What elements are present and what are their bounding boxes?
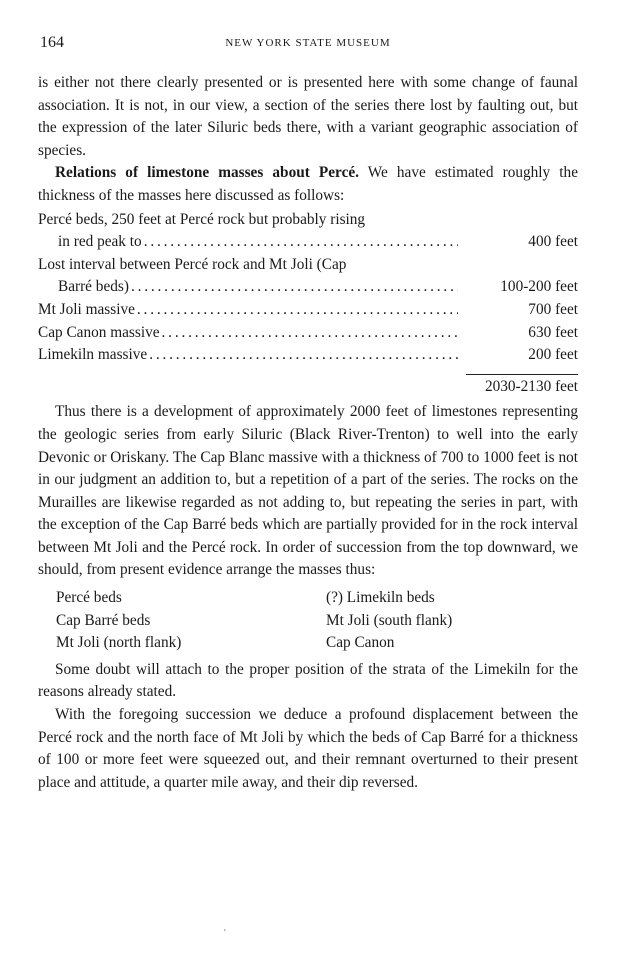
thickness-table	[38, 209, 578, 399]
paragraph-displacement: With the foregoing succession we deduce a profound displacement between the Percé rock and the north face of Mt Joli by which the beds of Cap Barré for a thickness of 100 or more feet were squeezed out, and their remnant overturned to their present place and attitude, a quarter mile away, and their dip reversed.	[38, 706, 578, 791]
dot-leader	[137, 299, 458, 322]
table-row-lost-interval	[38, 254, 578, 299]
table-row-cap-canon	[38, 322, 578, 345]
section-heading: Relations of limestone masses about Percé.	[55, 164, 359, 182]
table-row-label-line1: Percé beds, 250 feet at Percé rock but probably rising	[38, 210, 366, 228]
page-body	[38, 72, 578, 794]
table-row-perce	[38, 209, 578, 254]
dot-leader	[149, 344, 458, 367]
table-row-label: Limekiln massive	[38, 346, 148, 364]
total-rule	[466, 374, 578, 375]
table-total: 2030-2130 feet	[484, 377, 578, 395]
succession-right-1: (?) Limekiln beds	[326, 589, 435, 607]
succession-left-3: Mt Joli (north flank)	[56, 634, 182, 652]
table-row-value: 200 feet	[528, 346, 578, 364]
table-row-value: 400 feet	[528, 233, 578, 251]
succession-left-2: Cap Barré beds	[56, 611, 151, 629]
scan-speck: '	[224, 928, 226, 939]
dot-leader	[162, 322, 458, 345]
paragraph-relations-text: We have estimated roughly the thickness of the masses here discussed as follows:	[38, 164, 578, 204]
table-row-value: 630 feet	[528, 323, 578, 341]
table-row-label-line1: Lost interval between Percé rock and Mt Joli (Cap	[38, 255, 347, 273]
dot-leader	[131, 276, 458, 299]
dot-leader	[144, 231, 458, 254]
table-row-limekiln	[38, 344, 578, 367]
paragraph-continuation: is either not there clearly presented or is presented here with some change of faunal association. It is not, in our view, a section of the series there lost by faulting out, but the expression of the later Siluric beds there, with a variant geographic association of species.	[38, 74, 578, 159]
page-header	[38, 34, 578, 56]
table-row-mt-joli	[38, 299, 578, 322]
table-row-value: 100-200 feet	[500, 278, 578, 296]
running-head: NEW YORK STATE MUSEUM	[225, 37, 391, 49]
page-number: 164	[40, 34, 64, 51]
succession-right-2: Mt Joli (south flank)	[326, 611, 453, 629]
succession-left-1: Percé beds	[56, 589, 122, 607]
succession-list	[38, 587, 578, 655]
page	[38, 34, 578, 794]
table-row-label-line2: in red peak to	[58, 233, 142, 251]
paragraph-doubt: Some doubt will attach to the proper position of the strata of the Limekiln for the reasons already stated.	[38, 660, 578, 701]
table-row-label: Cap Canon massive	[38, 323, 160, 341]
paragraph-development: Thus there is a development of approximately 2000 feet of limestones representing the geologic series from early Siluric (Black River-Trenton) to well into the early Devonic or Oriskany. The Cap Blanc massive with a thickness of 700 to 1000 feet is not in our judgment an addition to, but a repetition of a part of the series. The rocks on the Murailles are likewise regarded as not adding to, but repeating the series in part, with the exception of the Cap Barré beds which are partially provided for in the rock interval between Mt Joli and the Percé rock. In order of succession from the top downward, we should, from present evidence arrange the masses thus:	[38, 403, 578, 579]
table-row-label-line2: Barré beds)	[58, 278, 129, 296]
paragraph-relations	[38, 162, 578, 207]
table-row-value: 700 feet	[528, 300, 578, 318]
table-row-label: Mt Joli massive	[38, 300, 135, 318]
succession-right-3: Cap Canon	[326, 634, 395, 652]
